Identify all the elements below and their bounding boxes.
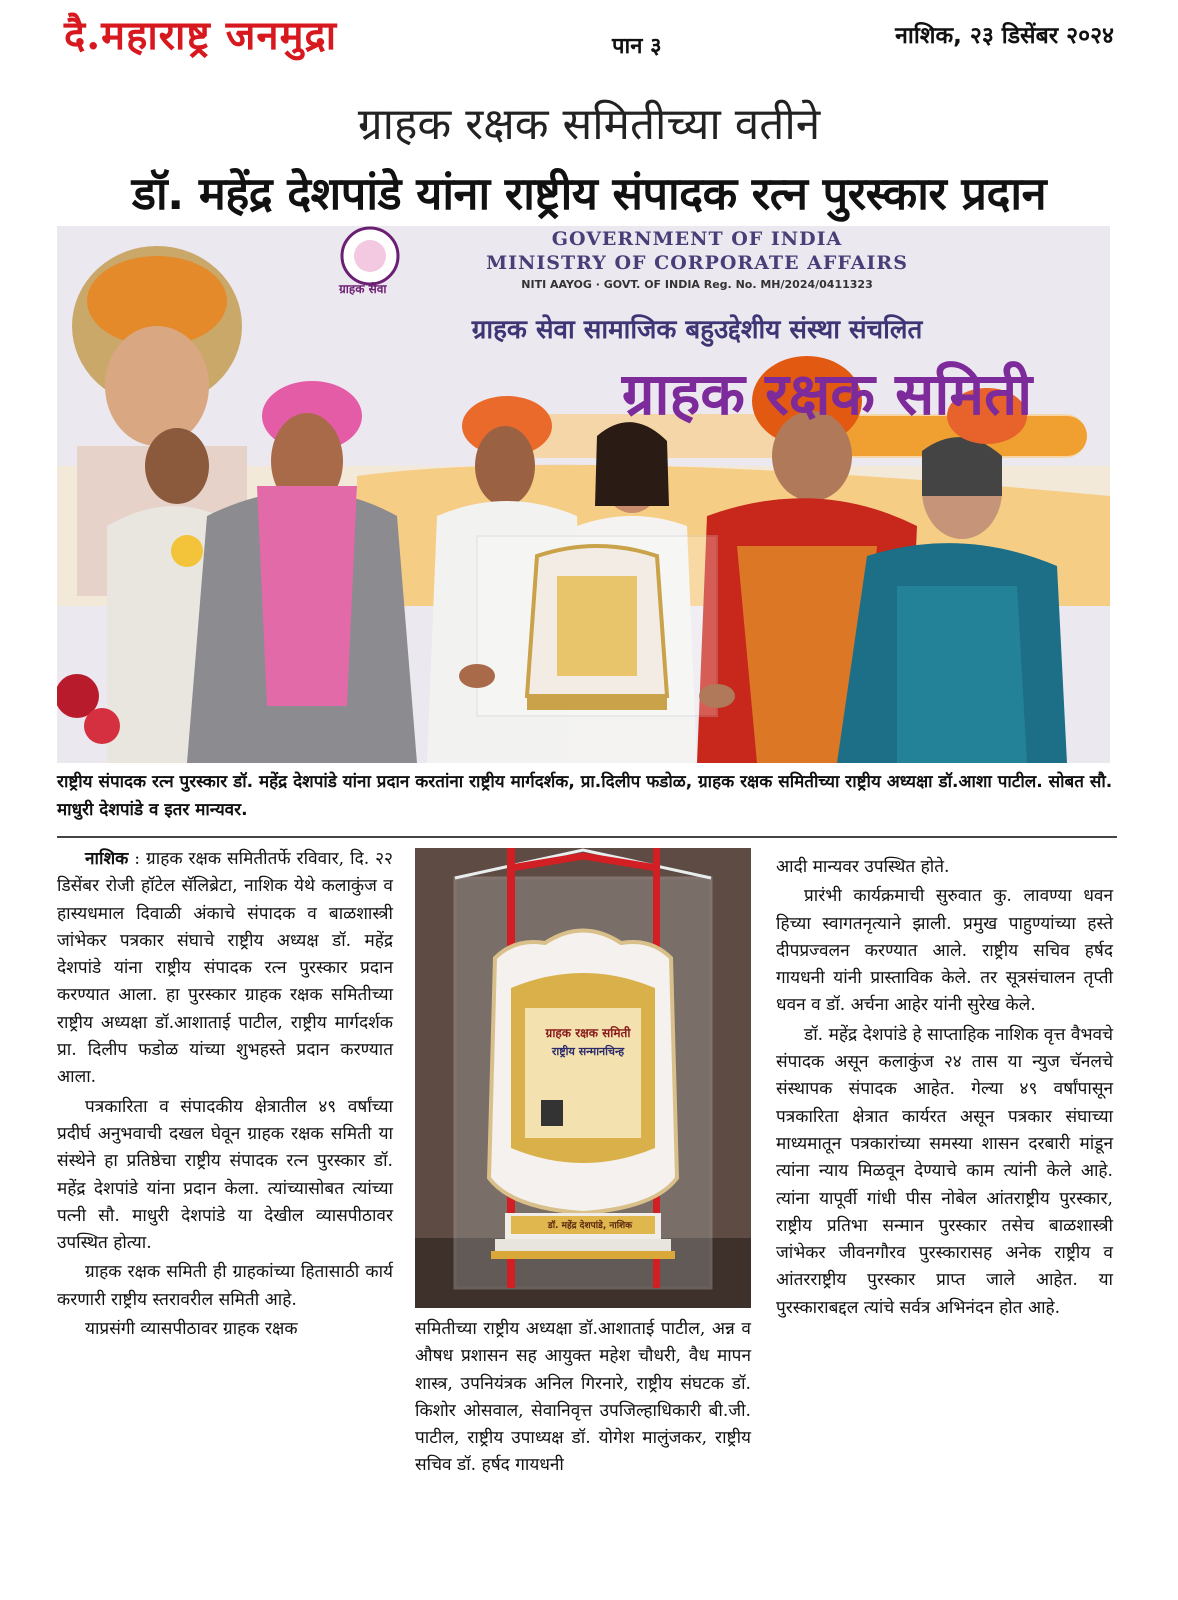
trophy-base-text: डॉ. महेंद्र देशपांडे, नाशिक bbox=[547, 1221, 633, 1231]
article-paragraph: पत्रकारिता व संपादकीय क्षेत्रातील ४९ वर्षांच्या प्रदीर्घ अनुभवाची दखल घेवून ग्राहक रक्षक समिती या संस्थेने हा प्रतिष्ठेचा राष्ट्रीय संपादक रत्न पुरस्कार डॉ. महेंद्र देशपांडे यांना प्रदान केला. त्यांच्यासोबत त्यांच्या पत्नी सौ. माधुरी देशपांडे या देखील व्यासपीठावर उपस्थित होत्या. bbox=[57, 1096, 393, 1254]
page-number: पान ३ bbox=[612, 34, 662, 59]
article-paragraph: डॉ. महेंद्र देशपांडे हे साप्ताहिक नाशिक वृत्त वैभवचे संपादक असून कलाकुंज २४ तास या न्युज चॅनलचे संस्थापक संपादक आहेत. गेल्या ४९ वर्षांपासून पत्रकारिता क्षेत्रात कार्यरत असून पत्रकार संघाच्या माध्यमातून पत्रकारांच्या समस्या शासन दरबारी मांडून त्यांना न्याय मिळवून देण्याचे काम त्यांनी केले आहे. त्यांना यापूर्वी गांधी पीस नोबेल आंतराष्ट्रीय पुरस्कार, राष्ट्रीय प्रतिभा सन्मान पुरस्कार तसेच बाळशास्त्री जांभेकर जीवनगौरव पुरस्कारासह अनेक राष्ट्रीय व आंतरराष्ट्रीय पुरस्कार प्राप्त जाले आहेत. या पुरस्काराबद्दल त्यांचे सर्वत्र अभिनंदन होत आहे. bbox=[776, 1024, 1113, 1318]
masthead bbox=[0, 0, 1178, 84]
article-paragraph bbox=[57, 846, 393, 1092]
banner-logo-label: ग्राहक सेवा bbox=[339, 282, 387, 296]
award-ceremony-photo bbox=[57, 226, 1110, 763]
banner-line-5: ग्राहक रक्षक समिती bbox=[621, 360, 1033, 428]
article-column-left bbox=[57, 846, 393, 1345]
caption-rule bbox=[57, 836, 1117, 838]
article-headline: डॉ. महेंद्र देशपांडे यांना राष्ट्रीय संपादक रत्न पुरस्कार प्रदान bbox=[131, 167, 1047, 220]
photo-illustration bbox=[57, 226, 1110, 763]
trophy-title: ग्राहक रक्षक समिती bbox=[545, 1026, 631, 1040]
article-paragraph: ग्राहक रक्षक समिती ही ग्राहकांच्या हितासाठी कार्य करणारी राष्ट्रीय स्तरावरील समिती आहे. bbox=[57, 1262, 393, 1310]
trophy-subtitle: राष्ट्रीय सन्मानचिन्ह bbox=[551, 1045, 625, 1058]
banner-line-1: GOVERNMENT OF INDIA bbox=[551, 228, 843, 250]
banner-line-2: MINISTRY OF CORPORATE AFFAIRS bbox=[486, 252, 908, 274]
article-place: नाशिक bbox=[85, 849, 129, 869]
article-paragraph: याप्रसंगी व्यासपीठावर ग्राहक रक्षक bbox=[85, 1319, 298, 1340]
photo-caption: राष्ट्रीय संपादक रत्न पुरस्कार डॉ. महेंद्र देशपांडे यांना प्रदान करतांना राष्ट्रीय मार्गदर्शक, प्रा.दिलीप फडोळ, ग्राहक रक्षक समितीच्या राष्ट्रीय अध्यक्षा डॉ.आशा पाटील. सोबत सौ. माधुरी देशपांडे व इतर मान्यवर. bbox=[57, 772, 1113, 820]
article-paragraph: प्रारंभी कार्यक्रमाची सुरुवात कु. लावण्या धवन हिच्या स्वागतनृत्याने झाली. प्रमुख पाहुण्यांच्या हस्ते दीपप्रज्वलन करण्यात आले. राष्ट्रीय सचिव हर्षद गायधनी यांनी प्रास्ताविक केले. तर सूत्रसंचालन तृप्ती धवन व डॉ. अर्चना आहेर यांनी सुरेख केले. bbox=[776, 886, 1113, 1016]
article-paragraph-text: : ग्राहक रक्षक समितीतर्फे रविवार, दि. २२ डिसेंबर रोजी हॉटेल सॅलिब्रेटा, नाशिक येथे कलाकुंज व हास्यधमाल दिवाळी अंकाचे संपादक व बाळशास्त्री जांभेकर पत्रकार संघाचे राष्ट्रीय अध्यक्ष डॉ. महेंद्र देशपांडे यांना राष्ट्रीय संपादक रत्न पुरस्कार प्रदान करण्यात आला. हा पुरस्कार ग्राहक रक्षक समितीच्या राष्ट्रीय अध्यक्षा डॉ.आशाताई पाटील, राष्ट्रीय मार्गदर्शक प्रा. दिलीप फडोळ यांच्या शुभहस्ते प्रदान करण्यात आला. bbox=[57, 849, 393, 1088]
banner-line-3: NITI AAYOG · GOVT. OF INDIA Reg. No. MH/2024/0411323 bbox=[521, 278, 873, 291]
article-paragraph: समितीच्या राष्ट्रीय अध्यक्षा डॉ.आशाताई पाटील, अन्न व औषध प्रशासन सह आयुक्त महेश चौधरी, वैध मापन शास्त्र, उपनियंत्रक अनिल गिरनारे, राष्ट्रीय संघटक डॉ. किशोर ओसवाल, सेवानिवृत्त उपजिल्हाधिकारी बी.जी. पाटील, राष्ट्रीय उपाध्यक्ष डॉ. योगेश मालुंजकर, राष्ट्रीय सचिव डॉ. हर्षद गायधनी bbox=[415, 1319, 751, 1476]
article-column-middle bbox=[415, 1316, 751, 1482]
paper-name: दै.महाराष्ट्र जनमुद्रा bbox=[64, 12, 338, 59]
trophy-photo bbox=[415, 848, 751, 1308]
banner-line-4: ग्राहक सेवा सामाजिक बहुउद्देशीय संस्था संचलित bbox=[471, 315, 923, 345]
dateline: नाशिक, २३ डिसेंबर २०२४ bbox=[895, 23, 1114, 49]
article-column-right bbox=[776, 854, 1113, 1324]
trophy-illustration bbox=[415, 848, 751, 1308]
article-kicker: ग्राहक रक्षक समितीच्या वतीने bbox=[357, 99, 821, 150]
article-paragraph: आदी मान्यवर उपस्थित होते. bbox=[776, 857, 950, 877]
